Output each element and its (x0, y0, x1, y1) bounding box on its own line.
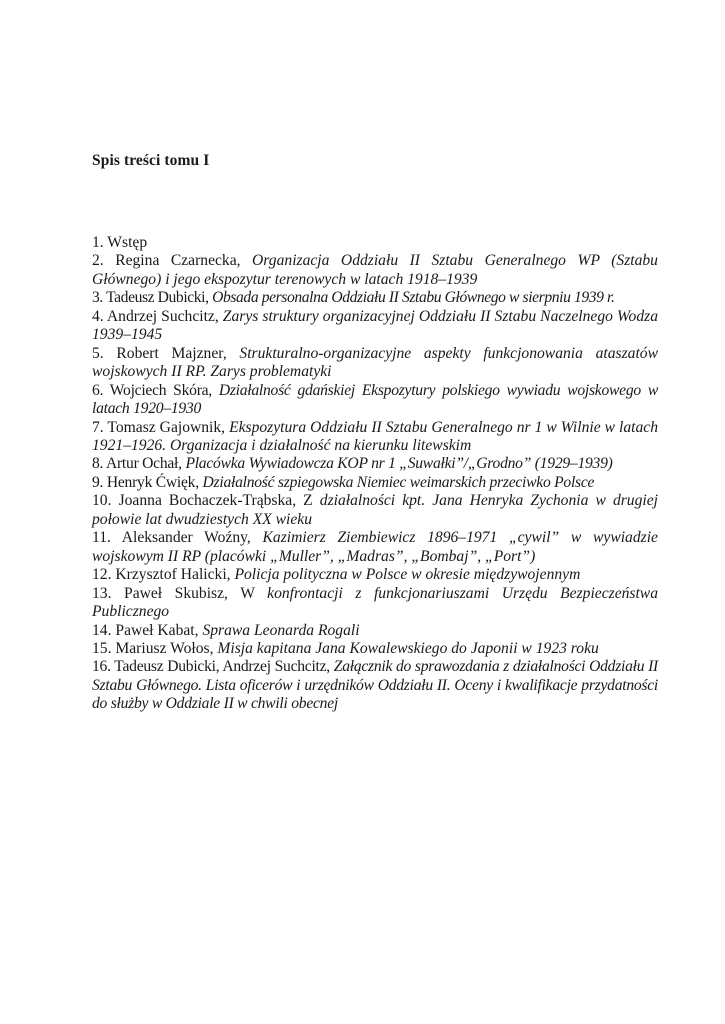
toc-entry-8 (92, 455, 658, 473)
toc-entry-7 (92, 419, 658, 456)
toc-entry-title: Zarys struktury organizacyjnej Oddziału II Sztabu Naczelnego Wodza 1939–1945 (92, 307, 658, 344)
toc-entry-title: Organizacja Oddziału II Sztabu Generalnego WP (Sztabu Głównego) i jego ekspozytur terenowych w latach 1918–1939 (92, 252, 658, 288)
toc-entry-title: Sprawa Leonarda Rogali (202, 621, 360, 639)
toc-entry-4 (92, 308, 658, 345)
toc-entry-1 (92, 234, 658, 252)
toc-entry-9 (92, 474, 658, 492)
toc-entry-author: 11. Aleksander Woźny, (92, 529, 263, 547)
toc-entry-title: Obsada personalna Oddziału II Sztabu Głównego w sierpniu 1939 r. (212, 289, 615, 307)
toc-entry-13 (92, 585, 658, 622)
toc-entry-author: 3. Tadeusz Dubicki, (92, 289, 213, 307)
toc-entry-author: 6. Wojciech Skóra, (92, 381, 219, 399)
toc-entry-author: 9. Henryk Ćwięk, (92, 473, 203, 491)
toc-entry-12 (92, 566, 658, 584)
toc-entry-2 (92, 252, 658, 289)
toc-entry-author: 4. Andrzej Suchcitz, (92, 307, 223, 325)
toc-entry-author: 10. Joanna Bochaczek-Trąbska, Z (92, 492, 320, 510)
toc-entry-author: 13. Paweł Skubisz, W (92, 584, 268, 602)
toc-entry-5 (92, 345, 658, 382)
toc-entry-title: działalności kpt. Jana Henryka Zychonia w drugiej połowie lat dwudziestych XX wieku (92, 492, 658, 528)
table-of-contents (92, 234, 658, 714)
toc-entry-title: Działalność szpiegowska Niemiec weimarskich przeciwko Polsce (202, 473, 595, 491)
toc-entry-author: 2. Regina Czarnecka, (92, 252, 253, 270)
toc-entry-title: Ekspozytura Oddziału II Sztabu Generalnego nr 1 w Wilnie w latach 1921–1926. Organizacja i działalność na kierunku litewskim (92, 418, 658, 454)
toc-entry-title: Załącznik do sprawozdania z działalności Oddziału II Sztabu Głównego. Lista oficerów i urzędników Oddziału II. Oceny i kwalifikacje przydatności do służby w Oddziale II w chwili obecnej (92, 658, 658, 713)
toc-entry-15 (92, 640, 658, 658)
toc-entry-11 (92, 529, 658, 566)
toc-entry-author: 8. Artur Ochał, (92, 455, 186, 473)
toc-entry-title: Strukturalno-organizacyjne aspekty funkcjonowania ataszatów wojskowych II RP. Zarys problematyki (92, 344, 658, 381)
toc-entry-14 (92, 622, 658, 640)
toc-entry-3 (92, 289, 658, 307)
toc-entry-6 (92, 382, 658, 419)
toc-entry-author: 15. Mariusz Wołos, (92, 639, 218, 657)
toc-entry-10 (92, 492, 658, 529)
toc-entry-title: Kazimierz Ziembiewicz 1896–1971 „cywil” w wywiadzie wojskowym II RP (placówki „Muller”, „Madras”, „Bombaj”, „Port”) (92, 529, 658, 565)
toc-entry-author: 1. Wstęp (92, 234, 148, 251)
toc-entry-author: 16. Tadeusz Dubicki, Andrzej Suchcitz, (92, 658, 334, 676)
toc-entry-title: konfrontacji z funkcjonariuszami Urzędu Bezpieczeństwa Publicznego (92, 584, 659, 621)
toc-entry-16 (92, 658, 658, 713)
toc-entry-author: 14. Paweł Kabat, (92, 621, 203, 639)
toc-entry-author: 12. Krzysztof Halicki, (92, 566, 235, 584)
page-title: Spis treści tomu I (92, 152, 210, 169)
toc-entry-author: 7. Tomasz Gajownik, (92, 418, 230, 436)
toc-entry-title: Misja kapitana Jana Kowalewskiego do Japonii w 1923 roku (217, 639, 599, 657)
toc-entry-title: Placówka Wywiadowcza KOP nr 1 „Suwałki”/„Grodno” (1929–1939) (185, 455, 613, 473)
toc-entry-title: Działalność gdańskiej Ekspozytury polskiego wywiadu wojskowego w latach 1920–1930 (92, 381, 658, 418)
toc-entry-title: Policja polityczna w Polsce w okresie międzywojennym (234, 566, 581, 584)
toc-entry-author: 5. Robert Majzner, (92, 344, 240, 362)
